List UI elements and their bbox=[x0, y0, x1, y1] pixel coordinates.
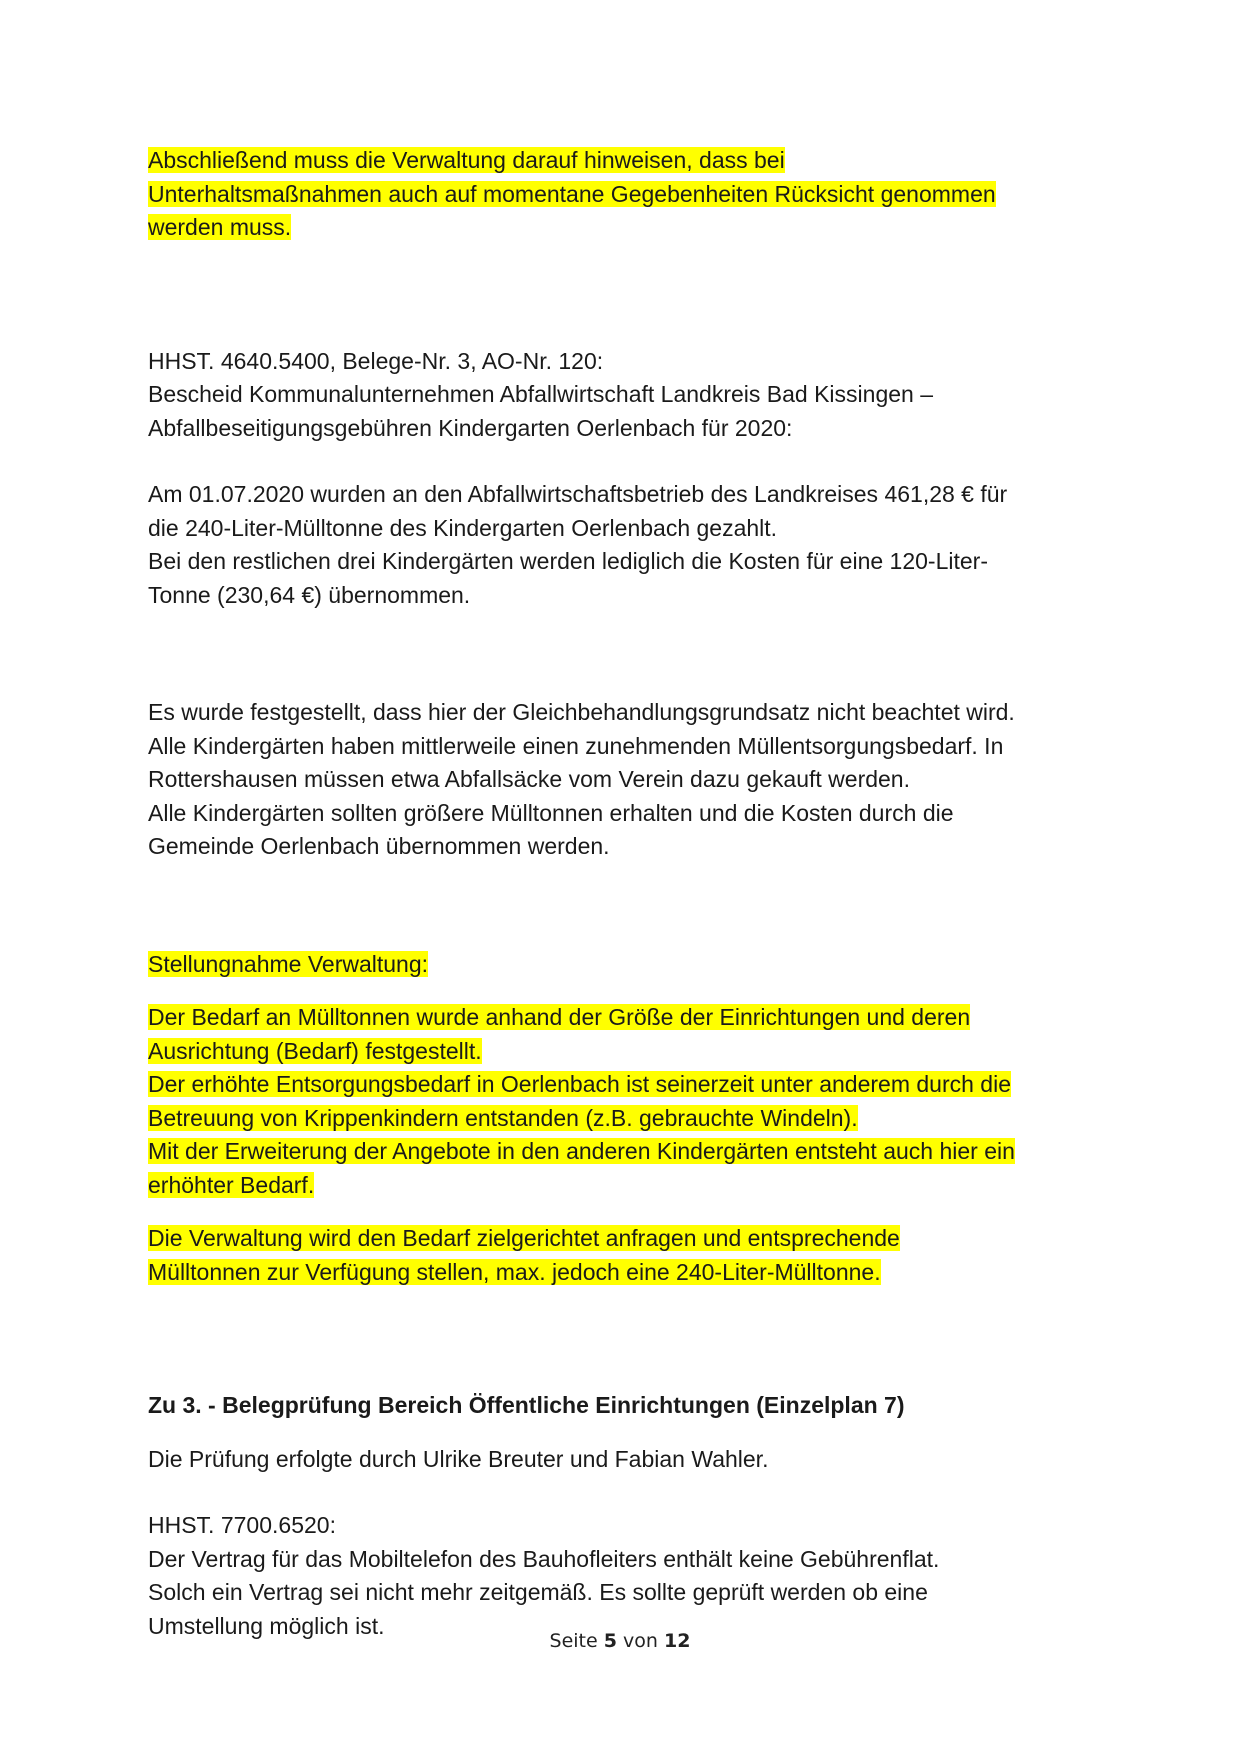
highlighted-line: werden muss. bbox=[148, 214, 292, 240]
payment-line: Tonne (230,64 €) übernommen. bbox=[148, 581, 471, 608]
highlighted-line: Der Bedarf an Mülltonnen wurde anhand der Größe der Einrichtungen und deren bbox=[148, 1004, 971, 1030]
phone-contract-paragraph bbox=[148, 1509, 1108, 1643]
highlighted-line: Unterhaltsmaßnahmen auch auf momentane Gegebenheiten Rücksicht genommen bbox=[148, 180, 996, 207]
finding-line: Rottershausen müssen etwa Abfallsäcke vom Verein dazu gekauft werden. bbox=[148, 766, 910, 792]
budget-item-line: Bescheid Kommunalunternehmen Abfallwirtschaft Landkreis Bad Kissingen – bbox=[148, 381, 933, 407]
footer-middle: von bbox=[623, 1630, 658, 1652]
highlighted-line: Ausrichtung (Bedarf) festgestellt. bbox=[148, 1037, 482, 1064]
finding-line: Gemeinde Oerlenbach übernommen werden. bbox=[148, 833, 610, 859]
finding-paragraph bbox=[148, 696, 1108, 864]
budget-item-line: HHST. 4640.5400, Belege-Nr. 3, AO-Nr. 120: bbox=[148, 347, 604, 374]
footer-total-pages: 12 bbox=[664, 1630, 691, 1652]
footer-prefix: Seite bbox=[549, 1630, 598, 1652]
budget-item-line: Abfallbeseitigungsgebühren Kindergarten Oerlenbach für 2020: bbox=[148, 414, 793, 441]
phone-contract-line: Umstellung möglich ist. bbox=[148, 1612, 385, 1639]
phone-contract-line: HHST. 7700.6520: bbox=[148, 1512, 336, 1538]
finding-line: Es wurde festgestellt, dass hier der Gleichbehandlungsgrundsatz nicht beachtet wird. bbox=[148, 699, 1015, 725]
highlighted-line: Abschließend muss die Verwaltung darauf hinweisen, dass bei bbox=[148, 147, 785, 173]
section-intro: Die Prüfung erfolgte durch Ulrike Breuter und Fabian Wahler. bbox=[148, 1445, 769, 1472]
statement-paragraph-1 bbox=[148, 1001, 1108, 1202]
highlighted-line: Der erhöhte Entsorgungsbedarf in Oerlenbach ist seinerzeit unter anderem durch die bbox=[148, 1071, 1011, 1097]
highlighted-line: Mülltonnen zur Verfügung stellen, max. jedoch eine 240-Liter-Mülltonne. bbox=[148, 1258, 881, 1285]
statement-title bbox=[148, 948, 1108, 982]
page-footer bbox=[0, 1630, 1240, 1652]
payment-line: Bei den restlichen drei Kindergärten werden lediglich die Kosten für eine 120-Liter- bbox=[148, 548, 988, 574]
highlighted-line: Die Verwaltung wird den Bedarf zielgerichtet anfragen und entsprechende bbox=[148, 1225, 900, 1251]
page-content bbox=[148, 144, 1108, 1643]
statement-paragraph-2 bbox=[148, 1222, 1108, 1289]
section-heading: Zu 3. - Belegprüfung Bereich Öffentliche Einrichtungen (Einzelplan 7) bbox=[148, 1392, 905, 1418]
phone-contract-line: Der Vertrag für das Mobiltelefon des Bauhofleiters enthält keine Gebührenflat. bbox=[148, 1545, 940, 1572]
finding-line: Alle Kindergärten sollten größere Mülltonnen erhalten und die Kosten durch die bbox=[148, 799, 954, 826]
finding-line: Alle Kindergärten haben mittlerweile einen zunehmenden Müllentsorgungsbedarf. In bbox=[148, 732, 1004, 759]
highlighted-line: Mit der Erweiterung der Angebote in den anderen Kindergärten entsteht auch hier ein bbox=[148, 1138, 1015, 1164]
highlighted-line: Betreuung von Krippenkindern entstanden (z.B. gebrauchte Windeln). bbox=[148, 1104, 858, 1131]
budget-item-paragraph bbox=[148, 345, 1108, 446]
footer-page-number: 5 bbox=[603, 1630, 617, 1652]
payment-line: die 240-Liter-Mülltonne des Kindergarten Oerlenbach gezahlt. bbox=[148, 514, 778, 541]
payment-paragraph bbox=[148, 478, 1108, 612]
phone-contract-line: Solch ein Vertrag sei nicht mehr zeitgemäß. Es sollte geprüft werden ob eine bbox=[148, 1579, 928, 1605]
statement-title-text: Stellungnahme Verwaltung: bbox=[148, 950, 429, 977]
payment-line: Am 01.07.2020 wurden an den Abfallwirtschaftsbetrieb des Landkreises 461,28 € für bbox=[148, 481, 1008, 507]
closing-remark-paragraph bbox=[148, 144, 1108, 245]
highlighted-line: erhöhter Bedarf. bbox=[148, 1171, 315, 1198]
